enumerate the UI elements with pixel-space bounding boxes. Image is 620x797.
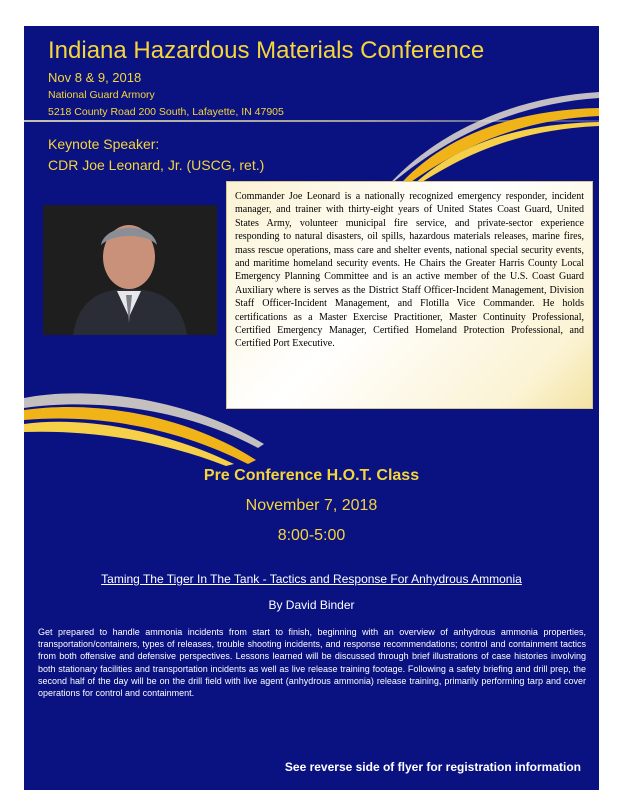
- keynote-bio: Commander Joe Leonard is a nationally recognized emergency responder, incident manager, and trainer with thirty-eight years of United States Coast Guard, United States Army, volunteer municipal fire service, and private-sector experience responding to natural disasters, oil spills, hazardous materials releases, marine fires, mass rescue operations, mass care and shelter events, national special security events, and maritime homeland security events. He Chairs the Greater Harris County Local Emergency Planning Committee and is an active member of the U.S. Coast Guard Auxiliary where is serves as the District Staff Officer-Incident Management, Division Staff Officer-Incident Management, and Flotilla Vice Commander. He holds certifications as a Master Exercise Practitioner, Master Continuity Professional, Certified Emergency Manager, Certified Homeland Protection Professional, and Certified Port Executive.: [226, 181, 593, 409]
- flyer: [24, 26, 599, 790]
- keynote-label: Keynote Speaker:: [48, 136, 160, 152]
- registration-note: See reverse side of flyer for registration information: [284, 760, 581, 774]
- course-description: Get prepared to handle ammonia incidents from start to finish, beginning with an overview of anhydrous ammonia properties, transportation/containers, types of releases, trouble shooting incidents, and response recommendations; control and containment tactics from both offensive and defensive perspectives. Lessons learned will be discussed through brief illustrations of case histories involving both stationary facilities and transportation incidents as well as live release training footage. Following a safety briefing and drill prep, the second half of the day will be on the drill field with live agent (anhydrous ammonia) release training, primarily performing tarp and cover operations for control and containment.: [38, 627, 586, 699]
- middle-swoosh-graphic: [24, 386, 264, 466]
- conference-venue: National Guard Armory: [48, 89, 155, 101]
- speaker-photo: [43, 205, 217, 335]
- pre-conference-title: Pre Conference H.O.T. Class: [203, 467, 420, 484]
- course-byline: By David Binder: [268, 598, 355, 612]
- conference-dates: Nov 8 & 9, 2018: [48, 70, 142, 85]
- conference-title: Indiana Hazardous Materials Conference: [48, 37, 485, 64]
- conference-address: 5218 County Road 200 South, Lafayette, IN 47905: [48, 106, 284, 118]
- course-title: Taming The Tiger In The Tank - Tactics and Response For Anhydrous Ammonia: [101, 572, 522, 586]
- keynote-name: CDR Joe Leonard, Jr. (USCG, ret.): [48, 157, 265, 173]
- pre-conference-time: 8:00-5:00: [277, 527, 346, 544]
- pre-conference-date: November 7, 2018: [245, 497, 378, 514]
